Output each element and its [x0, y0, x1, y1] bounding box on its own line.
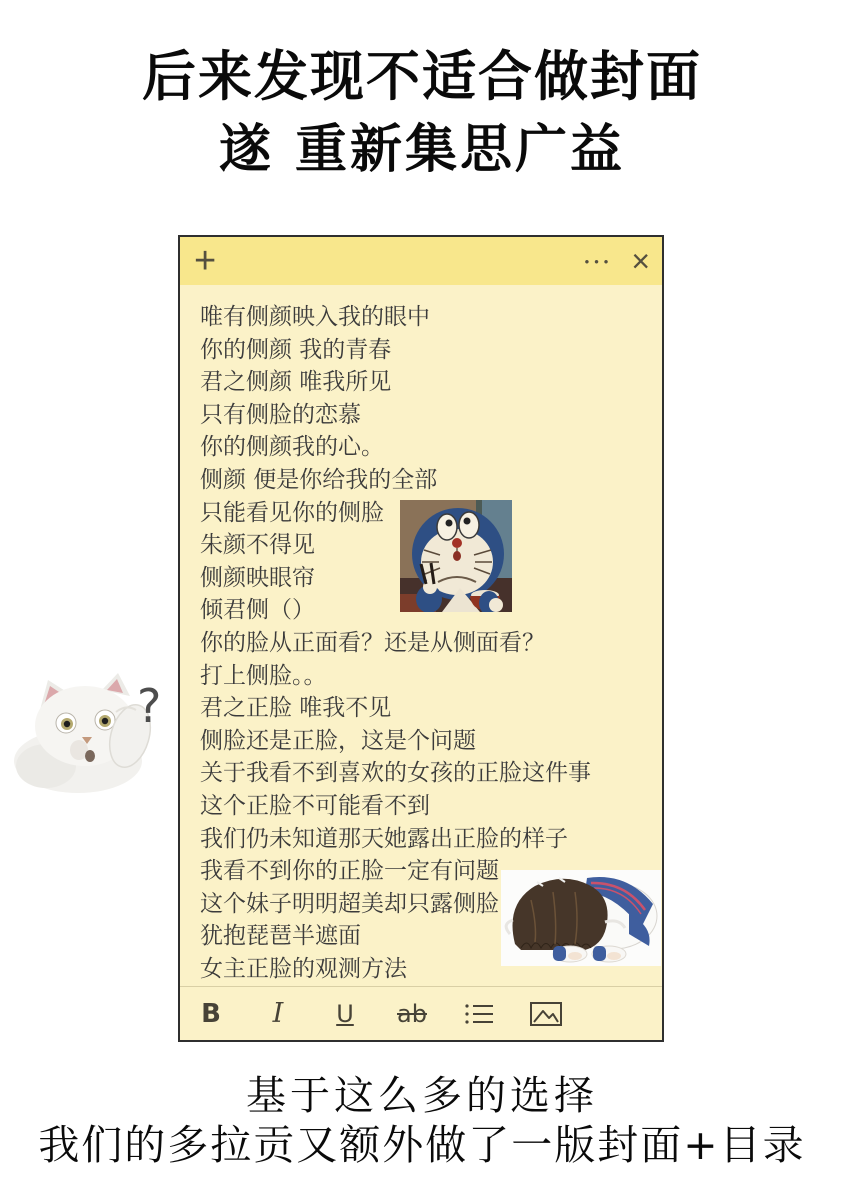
sticky-note-window: [178, 235, 664, 1042]
shocked-cat-meme-image: [6, 666, 168, 794]
bullet-list-icon: [464, 1002, 494, 1026]
note-text-line: 犹抱琵琶半遮面: [200, 923, 361, 950]
note-text-line: 你的侧颜我的心。: [200, 434, 384, 461]
bullet-list-button[interactable]: [457, 994, 501, 1034]
note-text-line: 君之侧颜 唯我所见: [200, 369, 392, 396]
underline-icon: U: [336, 999, 354, 1028]
note-text-line: 你的脸从正面看？还是从侧面看？: [200, 629, 545, 656]
note-text-line: 这个正脸不可能看不到: [200, 792, 430, 819]
bold-button[interactable]: [189, 994, 233, 1034]
note-text-line: 侧颜映眼帘: [200, 564, 315, 591]
doraemon-meme-image[interactable]: [400, 500, 512, 612]
italic-button[interactable]: [256, 994, 300, 1034]
plus-icon: +: [194, 240, 217, 282]
italic-icon: I: [272, 998, 284, 1029]
new-note-button[interactable]: [194, 242, 216, 280]
note-text-line: 倾君侧（）: [200, 597, 315, 624]
strikethrough-icon: ab: [397, 999, 427, 1028]
note-text-line: 我看不到你的正脸一定有问题: [200, 858, 499, 885]
question-mark-glyph: ?: [137, 679, 162, 733]
strikethrough-button[interactable]: [390, 994, 434, 1034]
note-text-line: 打上侧脸。。: [200, 662, 327, 689]
bottom-caption-line1: 基于这么多的选择: [246, 1073, 598, 1119]
top-caption-line2: 遂 重新集思广益: [218, 120, 626, 180]
bottom-caption: [0, 1073, 844, 1169]
insert-image-button[interactable]: [524, 994, 568, 1034]
anime-girl-meme-image[interactable]: [501, 870, 661, 966]
close-icon: ×: [631, 243, 650, 279]
note-text-line: 这个妹子明明超美却只露侧脸: [200, 890, 499, 917]
top-caption-line1: 后来发现不适合做封面: [142, 45, 702, 108]
insert-image-icon: [530, 1002, 562, 1026]
bottom-caption-line2: 我们的多拉贡又额外做了一版封面+目录: [38, 1121, 806, 1169]
note-text-line: 只能看见你的侧脸: [200, 499, 384, 526]
note-text-line: 侧脸还是正脸，这是个问题: [200, 727, 476, 754]
note-text-line: 关于我看不到喜欢的女孩的正脸这件事: [200, 760, 591, 787]
note-format-toolbar: [180, 986, 662, 1040]
note-text-line: 唯有侧颜映入我的眼中: [200, 304, 430, 330]
note-text-line: 君之正脸 唯我不见: [200, 695, 392, 722]
note-text-line: 只有侧脸的恋慕: [200, 401, 361, 428]
top-caption: [0, 45, 844, 180]
note-text-line: 侧颜 便是你给我的全部: [200, 466, 438, 493]
underline-button[interactable]: [323, 994, 367, 1034]
bold-icon: B: [201, 998, 221, 1029]
ellipsis-icon: •••: [584, 253, 614, 269]
note-text-line: 朱颜不得见: [200, 532, 315, 559]
note-text-line: 你的侧颜 我的青春: [200, 336, 392, 363]
close-button[interactable]: [631, 245, 650, 277]
note-text-line: 我们仍未知道那天她露出正脸的样子: [200, 825, 568, 852]
note-text-line: 女主正脸的观测方法: [200, 955, 407, 982]
menu-button[interactable]: [585, 255, 614, 268]
sticky-note-titlebar: [180, 237, 662, 285]
